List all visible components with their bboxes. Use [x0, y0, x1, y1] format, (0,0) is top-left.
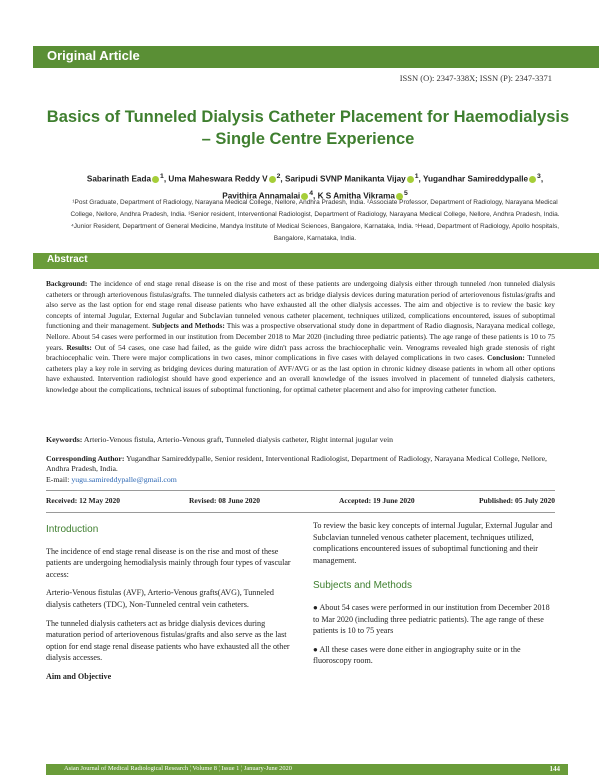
keywords-label: Keywords:	[46, 435, 83, 444]
corresponding-author	[46, 454, 555, 485]
conclusion-text: Tunneled catheters play a key role in serving as bridging devices during maturation of AVF/AVG or as the last option in chronic kidney disease patients in whom all other options have exhausted. Intervention radiologist should have good experience and an overall knowledge of the issues involved in placement of tunneled dialysis catheters, knowledge about the complications, technical issues of suboptimal functioning, for optimal catheter placement and also for improving catheter function.	[46, 353, 555, 394]
journal-info: Asian Journal of Medical Radiological Research ¦ Volume 8 ¦ Issue 1 ¦ January-June 2020	[64, 765, 292, 772]
author-name: K S Amitha Vikrama	[317, 191, 395, 201]
accepted-date: Accepted: 19 June 2020	[339, 496, 415, 505]
author-name: Yugandhar Samireddypalle	[422, 174, 529, 184]
methods-bullet: ● All these cases were done either in angiography suite or in the fluoroscopy room.	[313, 644, 521, 666]
affiliations: ¹Post Graduate, Department of Radiology, Narayana Medical College, Nellore, Andhra Pradesh, India. ²Associate Professor, Department of Radiology, Narayana Medical College, Nellore, Andhra Pradesh, India. ³Senior resident, Interventional Radiologist, Department of Radiology, Narayana Medical College, Nellore, Andhra Pradesh, India. ⁴Junior Resident, Department of General Medicine, Mandya Institute of Medical Sciences, Bangalore, Karnataka, India. ⁵Head, Department of Radiology, Apollo hospitals, Bangalore, Karnataka, India.	[70, 199, 560, 242]
email-label: E-mail:	[46, 474, 70, 484]
author-sup: 1	[414, 173, 419, 180]
results-label: Results:	[66, 342, 92, 352]
author-sup: 2	[276, 173, 281, 180]
revised-date: Revised: 08 June 2020	[189, 496, 261, 505]
received-date: Received: 12 May 2020	[46, 496, 120, 505]
keywords-text: Arterio-Venous fistula, Arterio-Venous graft, Tunneled dialysis catheter, Right internal jugular vein	[83, 435, 394, 444]
author-name: Saripudi SVNP Manikanta Vijay	[284, 174, 406, 184]
subjects-text: This was a prospective observational study done in department of Radio diagnosis, Narayana medical college, Nellore. About 54 cases were performed in our institution from December 2018 to Mar 2020 (including three pediatric patients). The age range of these patients is 10 to 75 years.	[46, 321, 555, 352]
background-label: Background:	[46, 279, 88, 288]
corresponding-text: Yugandhar Samireddypalle, Senior resident, Interventional Radiologist, Department of Radiology, Narayana Medical College, Nellore, Andhra Pradesh, India.	[46, 454, 548, 474]
intro-paragraph: Arterio-Venous fistulas (AVF), Arterio-Venous grafts(AVG), Tunneled dialysis catheters (TDC), Non-Tunneled central vein catheters.	[46, 588, 274, 609]
email-link[interactable]: yugu.samireddypalle@gmail.com	[71, 474, 177, 484]
abstract-heading: Abstract	[47, 254, 88, 265]
keywords	[46, 435, 555, 444]
introduction-heading: Introduction	[46, 524, 99, 535]
abstract-body	[46, 279, 555, 396]
published-date: Published: 05 July 2020	[478, 496, 555, 505]
divider	[46, 512, 555, 513]
orcid-icon[interactable]	[269, 176, 276, 183]
article-type-banner	[33, 46, 599, 68]
author-sup: 5	[403, 189, 408, 197]
orcid-icon[interactable]	[529, 176, 536, 183]
left-column	[46, 520, 294, 689]
article-title: Basics of Tunneled Dialysis Catheter Placement for Haemodialysis – Single Centre Experience	[46, 108, 570, 148]
conclusion-label: Conclusion:	[487, 353, 525, 363]
author-sup: 1	[160, 173, 164, 180]
author-name: Uma Maheswara Reddy V	[168, 174, 268, 184]
orcid-icon[interactable]	[407, 176, 414, 183]
footer-bar	[46, 764, 568, 775]
author-sup: 4	[309, 189, 314, 197]
aim-heading: Aim and Objective	[46, 671, 112, 681]
author-name: Pavithira Annamalai	[222, 191, 301, 201]
abstract-heading-bar	[33, 253, 599, 269]
orcid-icon[interactable]	[152, 176, 159, 183]
article-type-label: Original Article	[47, 48, 140, 63]
author-name: Sabarinath Eada	[86, 174, 152, 184]
intro-paragraph: The tunneled dialysis catheters act as bridge dialysis devices during maturation period of arteriovenous fistulas/grafts and also serve as the last option for end stage renal disease patients who have exhausted all the other dialysis accesses.	[46, 618, 290, 663]
intro-paragraph: The incidence of end stage renal disease is on the rise and most of these patients are undergoing hemodialysis mainly through four types of vascular access:	[46, 546, 291, 579]
corresponding-label: Corresponding Author:	[46, 454, 125, 463]
author-list: Sabarinath Eada $^1$, Uma Maheswara Reddy V $^2$, Saripudi SVNP Manikanta Vijay $^1$, Yugandhar Samireddypalle $^3$, Pavithira Annamalai $^4$, K S Amitha Vikrama $^5$	[86, 173, 544, 201]
right-column	[313, 520, 555, 674]
subjects-label: Subjects and Methods:	[152, 321, 225, 331]
aim-paragraph: To review the basic key concepts of internal Jugular, External Jugular and Subclavian tunneled venous catheter placement, techniques utilized, complications encountered issues of suboptimal functioning and their management.	[313, 521, 553, 565]
author-sup: 3	[537, 173, 541, 180]
issn-line: ISSN (O): 2347-338X; ISSN (P): 2347-3371	[399, 73, 552, 83]
divider	[46, 490, 555, 491]
results-text: Out of 54 cases, one case had failed, as the guide wire didn't pass across the brachiocephalic vein. Venograms revealed high grade stenosis of right brachiocephalic vein. There were major complications in two cases, minor complications in five cases with delayed complications in two cases.	[46, 342, 556, 363]
methods-heading: Subjects and Methods	[313, 580, 412, 592]
page-number: 144	[549, 765, 560, 773]
methods-bullet: ● About 54 cases were performed in our institution from December 2018 to Mar 2020 (including three pediatric patients). The age range of these patients is 10 to 75 years	[313, 602, 550, 636]
background-text: The incidence of end stage renal disease is on the rise and most of these patients are undergoing dialysis either through tunneled /non tunneled dialysis catheters or through arteriovenous fistulas/grafts. The tunneled dialysis catheters act as bridge dialysis devices during maturation period of arteriovenous fistulas/grafts and also serve as the last option for end stage renal disease patients who have exhausted all the other dialysis accesses. The aim and objective is to review the basic key concepts of internal Jugular, External Jugular and Subclavian tunneled venous catheter placement, techniques utilized, complications encountered, issues of suboptimal functioning and their management.	[46, 279, 555, 331]
